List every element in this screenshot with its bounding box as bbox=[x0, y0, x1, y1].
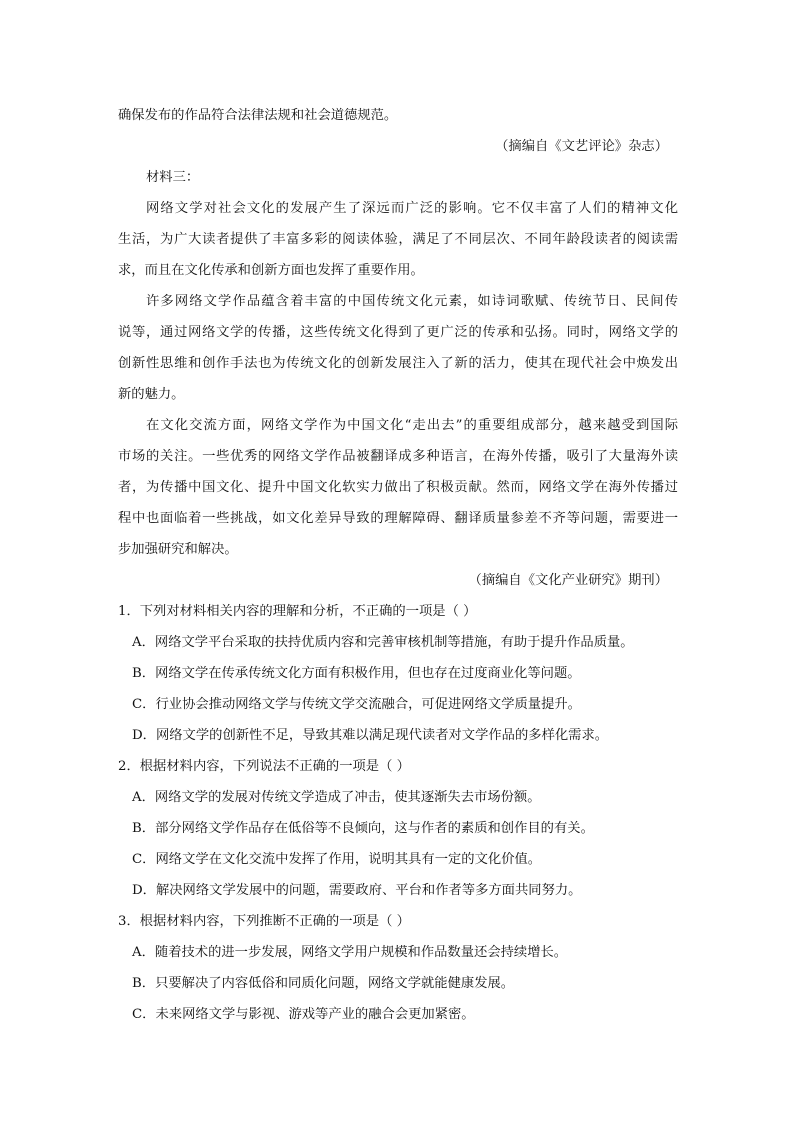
question-3 bbox=[118, 906, 678, 1030]
material3-paragraph-2 bbox=[118, 286, 678, 410]
question-2 bbox=[118, 751, 678, 906]
material3-heading: 材料三： bbox=[146, 170, 200, 185]
paragraph-line: 程中也面临着一些挑战，如文化差异导致的理解障碍、翻译质量参差不齐等问题，需要进一 bbox=[118, 511, 678, 526]
option-a: A．网络文学平台采取的扶持优质内容和完善审核机制等措施，有助于提升作品质量。 bbox=[132, 635, 634, 650]
paragraph-line: 步加强研究和解决。 bbox=[118, 542, 238, 557]
question-stem: 3．根据材料内容，下列推断不正确的一项是（ ） bbox=[118, 914, 410, 929]
paragraph-line: 新的魅力。 bbox=[118, 387, 185, 402]
paragraph-line: 创新性思维和创作手法也为传统文化的创新发展注入了新的活力，使其在现代社会中焕发出 bbox=[118, 356, 678, 371]
paragraph-line: 市场的关注。一些优秀的网络文学作品被翻译成多种语言，在海外传播，吸引了大量海外读 bbox=[118, 449, 678, 464]
question-stem: 1．下列对材料相关内容的理解和分析，不正确的一项是（ ） bbox=[118, 604, 477, 619]
paragraph-line: 求，而且在文化传承和创新方面也发挥了重要作用。 bbox=[118, 263, 424, 278]
option-b: B．只要解决了内容低俗和同质化问题，网络文学就能健康发展。 bbox=[132, 976, 515, 991]
paragraph-line: 网络文学对社会文化的发展产生了深远而广泛的影响。它不仅丰富了人们的精神文化 bbox=[146, 201, 678, 216]
option-a: A．随着技术的进一步发展，网络文学用户规模和作品数量还会持续增长。 bbox=[132, 945, 568, 960]
question-stem: 2．根据材料内容，下列说法不正确的一项是（ ） bbox=[118, 759, 410, 774]
option-c: C．网络文学在文化交流中发挥了作用，说明其具有一定的文化价值。 bbox=[132, 852, 542, 867]
material3-paragraph-3 bbox=[118, 410, 678, 565]
source-citation-2: （摘编自《文化产业研究》期刊） bbox=[468, 573, 668, 588]
option-c: C．行业协会推动网络文学与传统文学交流融合，可促进网络文学质量提升。 bbox=[132, 697, 581, 712]
option-b: B．网络文学在传承传统文化方面有积极作用，但也存在过度商业化等问题。 bbox=[132, 666, 581, 681]
continued-text-line: 确保发布的作品符合法律法规和社会道德规范。 bbox=[118, 108, 398, 123]
material3-paragraph-1 bbox=[118, 193, 678, 286]
question-1 bbox=[118, 596, 678, 751]
option-c: C．未来网络文学与影视、游戏等产业的融合会更加紧密。 bbox=[132, 1007, 475, 1022]
paragraph-line: 说等，通过网络文学的传播，这些传统文化得到了更广泛的传承和弘扬。同时，网络文学的 bbox=[118, 325, 678, 340]
option-b: B．部分网络文学作品存在低俗等不良倾向，这与作者的素质和创作目的有关。 bbox=[132, 821, 594, 836]
option-d: D．网络文学的创新性不足，导致其难以满足现代读者对文学作品的多样化需求。 bbox=[132, 728, 609, 743]
paragraph-line: 许多网络文学作品蕴含着丰富的中国传统文化元素，如诗词歌赋、传统节日、民间传 bbox=[146, 294, 678, 309]
option-a: A．网络文学的发展对传统文学造成了冲击，使其逐渐失去市场份额。 bbox=[132, 790, 541, 805]
document-page bbox=[118, 100, 678, 1030]
paragraph-line: 生活，为广大读者提供了丰富多彩的阅读体验，满足了不同层次、不同年龄段读者的阅读需 bbox=[118, 232, 678, 247]
source-citation-1: （摘编自《文艺评论》杂志） bbox=[495, 139, 668, 154]
option-d: D．解决网络文学发展中的问题，需要政府、平台和作者等多方面共同努力。 bbox=[132, 883, 582, 898]
paragraph-line: 在文化交流方面，网络文学作为中国文化“走出去”的重要组成部分，越来越受到国际 bbox=[146, 418, 678, 433]
paragraph-line: 者，为传播中国文化、提升中国文化软实力做出了积极贡献。然而，网络文学在海外传播过 bbox=[118, 480, 678, 495]
